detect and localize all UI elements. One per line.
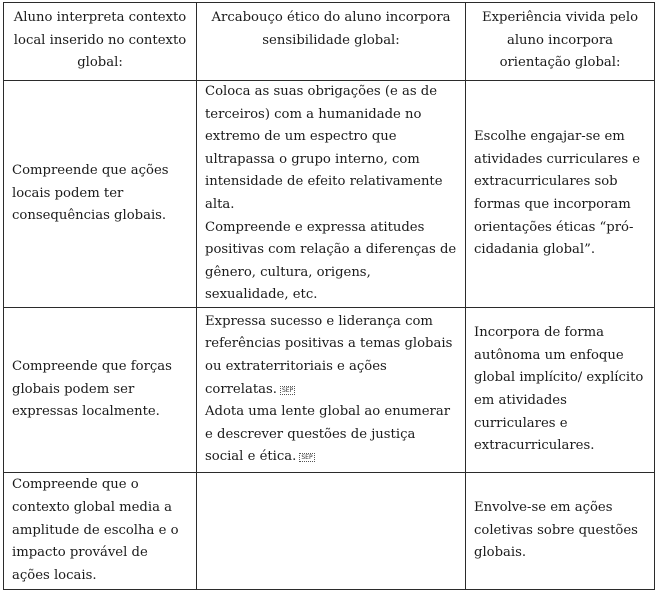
header-local-context: Aluno interpreta contexto local inserido no contexto global: [4,3,197,81]
row2-local-context: Compreende que forças globais podem ser expressas localmente. [4,307,197,472]
table-row [4,81,655,308]
sep-marker-icon: SEP [301,454,313,462]
sep-marker-icon: SEP [281,386,294,394]
row1-ethics-paragraph-2: Compreende e expressa atitudes positivas com relação a diferenças de gênero, cultura, origens, sexualidade, etc. [205,219,457,303]
row2-ethics-paragraph-1-text: Expressa sucesso e liderança com referências positivas a temas globais ou extraterritoriais e ações correlatas. [205,313,453,397]
row3-ethical-framework [197,472,466,589]
table-row [4,472,655,589]
row2-ethics-paragraph-2-text: Adota uma lente global ao enumerar e descrever questões de justiça social e ética. [205,404,450,465]
row3-lived-experience: Envolve-se em ações coletivas sobre questões globais. [466,472,655,589]
header-lived-experience: Experiência vivida pelo aluno incorpora orientação global: [466,3,655,81]
row1-local-context: Compreende que ações locais podem ter consequências globais. [4,81,197,308]
global-citizenship-table [3,2,655,590]
header-row [4,3,655,81]
header-ethical-framework: Arcabouço ético do aluno incorpora sensibilidade global: [197,3,466,81]
row2-ethical-framework [197,307,466,472]
row2-lived-experience: Incorpora de forma autônoma um enfoque global implícito/ explícito em atividades curriculares e extracurriculares. [466,307,655,472]
row2-ethics-paragraph-2 [205,401,457,469]
row3-local-context: Compreende que o contexto global media a amplitude de escolha e o impacto provável de ações locais. [4,472,197,589]
row1-ethics-paragraph-1: Coloca as suas obrigações (e as de terceiros) com a humanidade no extremo de um espectro que ultrapassa o grupo interno, com intensidade de efeito relativamente alta. [205,84,443,212]
row1-ethical-framework [197,81,466,308]
row1-lived-experience: Escolhe engajar-se em atividades curriculares e extracurriculares sob formas que incorporam orientações éticas “pró-cidadania global”. [466,81,655,308]
row2-ethics-paragraph-1 [205,311,457,401]
table-row [4,307,655,472]
